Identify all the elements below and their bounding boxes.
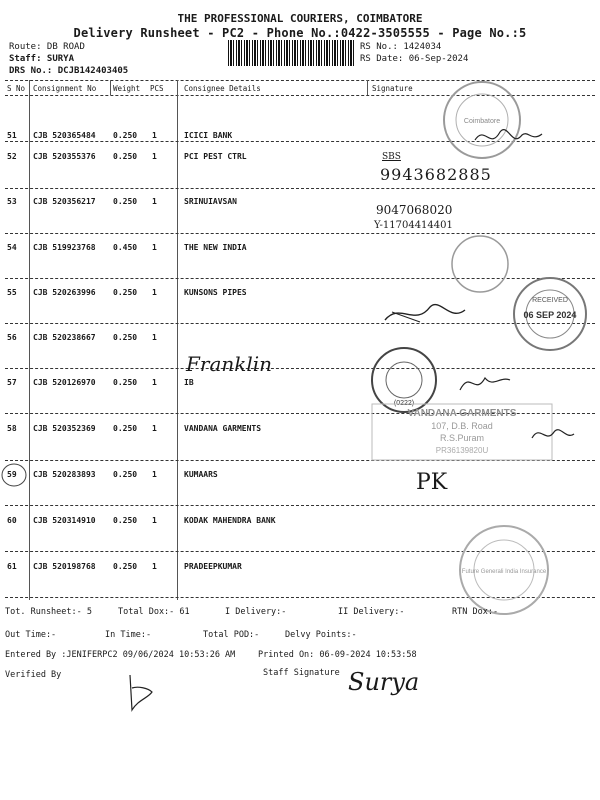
- signature-kunsons: [380, 292, 470, 332]
- row-consignment: CJB 520283893: [33, 470, 96, 479]
- row-consignment: CJB 520238667: [33, 333, 96, 342]
- row-separator: [5, 233, 595, 234]
- handwritten-initials: PK: [416, 470, 448, 495]
- row-sno: 57: [7, 378, 17, 387]
- signature-icici: [470, 120, 550, 150]
- out-time: Out Time:-: [5, 630, 57, 640]
- verified-by: Verified By: [5, 670, 62, 680]
- row-sno: 54: [7, 243, 17, 252]
- row-weight: 0.250: [113, 288, 138, 297]
- delvy-points: Delvy Points:-: [285, 630, 357, 640]
- rs-number: RS No.: 1424034: [360, 42, 442, 52]
- row-pcs: 1: [152, 197, 157, 206]
- row-pcs: 1: [152, 424, 157, 433]
- row-pcs: 1: [152, 333, 157, 342]
- row-weight: 0.250: [113, 470, 138, 479]
- row-weight: 0.250: [113, 516, 138, 525]
- row-sno: 61: [7, 562, 17, 571]
- row-consignee: VANDANA GARMENTS: [184, 424, 262, 433]
- row-consignment: CJB 520356217: [33, 197, 96, 206]
- col-divider: [367, 80, 368, 95]
- rtn-dox: RTN Dox:-: [452, 607, 499, 617]
- row-pcs: 1: [152, 152, 157, 161]
- row-weight: 0.250: [113, 562, 138, 571]
- row-separator: [5, 188, 595, 189]
- col-consignee: Consignee Details: [184, 84, 261, 93]
- row-sno: 51: [7, 131, 17, 140]
- sign-sbs: SBS: [382, 152, 401, 162]
- route-label: Route: DB ROAD: [9, 42, 85, 52]
- row-weight: 0.450: [113, 243, 138, 252]
- row-consignment: CJB 519923768: [33, 243, 96, 252]
- stamp-address: PR36139820U: [435, 446, 489, 455]
- row-weight: 0.250: [113, 152, 138, 161]
- col-weight: Weight: [113, 84, 141, 93]
- row-pcs: 1: [152, 516, 157, 525]
- drs-number: DRS No.: DCJB142403405: [9, 66, 129, 76]
- stamp-text: Coimbatore: [463, 118, 501, 125]
- col-divider: [110, 80, 111, 95]
- row-consignee: KODAK MAHENDRA BANK: [184, 516, 276, 525]
- total-dox: Total Dox:- 61: [118, 607, 190, 617]
- stamp-code: (0222): [393, 400, 415, 407]
- row-consignment: CJB 520365484: [33, 131, 96, 140]
- row-sno: 56: [7, 333, 17, 342]
- row-separator: [5, 505, 595, 506]
- row-consignment: CJB 520263996: [33, 288, 96, 297]
- row-consignment: CJB 520355376: [33, 152, 96, 161]
- handwritten-phone: 9943682885: [380, 165, 492, 184]
- row-sno: 58: [7, 424, 17, 433]
- circle-mark: [0, 460, 40, 490]
- stamp-address: 107, D.B. Road: [431, 421, 493, 431]
- row-weight: 0.250: [113, 333, 138, 342]
- row-consignment: CJB 520126970: [33, 378, 96, 387]
- staff-label: Staff: SURYA: [9, 54, 75, 64]
- row-consignee: PRADEEPKUMAR: [184, 562, 242, 571]
- row-consignee: THE NEW INDIA: [184, 243, 247, 252]
- row-sno: 52: [7, 152, 17, 161]
- total-pod: Total POD:-: [203, 630, 260, 640]
- row-consignee: PCI PEST CTRL: [184, 152, 247, 161]
- rs-date: RS Date: 06-Sep-2024: [360, 54, 469, 64]
- row-consignee: SRINUIAVSAN: [184, 197, 237, 206]
- row-pcs: 1: [152, 288, 157, 297]
- handwritten-phone: 9047068020: [376, 203, 453, 217]
- row-weight: 0.250: [113, 197, 138, 206]
- entered-by: Entered By :JENIFERPC2 09/06/2024 10:53:26 AM: [5, 650, 236, 660]
- barcode: [228, 40, 354, 66]
- printed-on: Printed On: 06-09-2024 10:53:58: [258, 650, 417, 660]
- signature-ib: [455, 368, 515, 398]
- row-consignment: CJB 520198768: [33, 562, 96, 571]
- col-pcs: PCS: [150, 84, 164, 93]
- runsheet-subtitle: Delivery Runsheet - PC2 - Phone No.:0422-3505555 - Page No.:5: [73, 26, 527, 40]
- row-pcs: 1: [152, 562, 157, 571]
- stamp-future-generali: [448, 520, 558, 620]
- row-pcs: 1: [152, 243, 157, 252]
- row-consignee: KUMAARS: [184, 470, 218, 479]
- ii-delivery: II Delivery:-: [338, 607, 405, 617]
- row-pcs: 1: [152, 378, 157, 387]
- row-sno: 60: [7, 516, 17, 525]
- col-sno: S No: [7, 84, 26, 93]
- row-weight: 0.250: [113, 378, 138, 387]
- company-title: THE PROFESSIONAL COURIERS, COIMBATORE: [177, 12, 423, 25]
- stamp-company: VANDANA GARMENTS: [407, 408, 517, 419]
- staff-signature: Surya: [348, 668, 420, 696]
- col-signature: Signature: [372, 84, 413, 93]
- row-consignment: CJB 520314910: [33, 516, 96, 525]
- row-consignee: IB: [184, 378, 194, 387]
- row-pcs: 1: [152, 131, 157, 140]
- table-row: [0, 470, 600, 516]
- tot-runsheet: Tot. Runsheet:- 5: [5, 607, 92, 617]
- verified-signature: [120, 670, 160, 720]
- row-consignment: CJB 520352369: [33, 424, 96, 433]
- in-time: In Time:-: [105, 630, 152, 640]
- row-weight: 0.250: [113, 424, 138, 433]
- row-weight: 0.250: [113, 131, 138, 140]
- stamp-text: Future Generali India Insurance: [461, 569, 547, 575]
- i-delivery: I Delivery:-: [225, 607, 287, 617]
- signature-vandana: [528, 418, 578, 448]
- col-consignment: Consignment No: [33, 84, 97, 93]
- row-pcs: 1: [152, 470, 157, 479]
- row-sno: 59: [7, 470, 17, 479]
- row-sno: 55: [7, 288, 17, 297]
- row-consignee: ICICI BANK: [184, 131, 233, 140]
- handwritten-note: Y-11704414401: [374, 220, 453, 231]
- stamp-label: RECEIVED: [532, 297, 568, 304]
- stamp-date: 06 SEP 2024: [523, 310, 577, 320]
- stamp-address: R.S.Puram: [439, 433, 485, 443]
- row-consignee: KUNSONS PIPES: [184, 288, 247, 297]
- handwritten-name: Franklin: [186, 352, 273, 376]
- row-sno: 53: [7, 197, 17, 206]
- staff-signature-label: Staff Signature: [263, 668, 340, 678]
